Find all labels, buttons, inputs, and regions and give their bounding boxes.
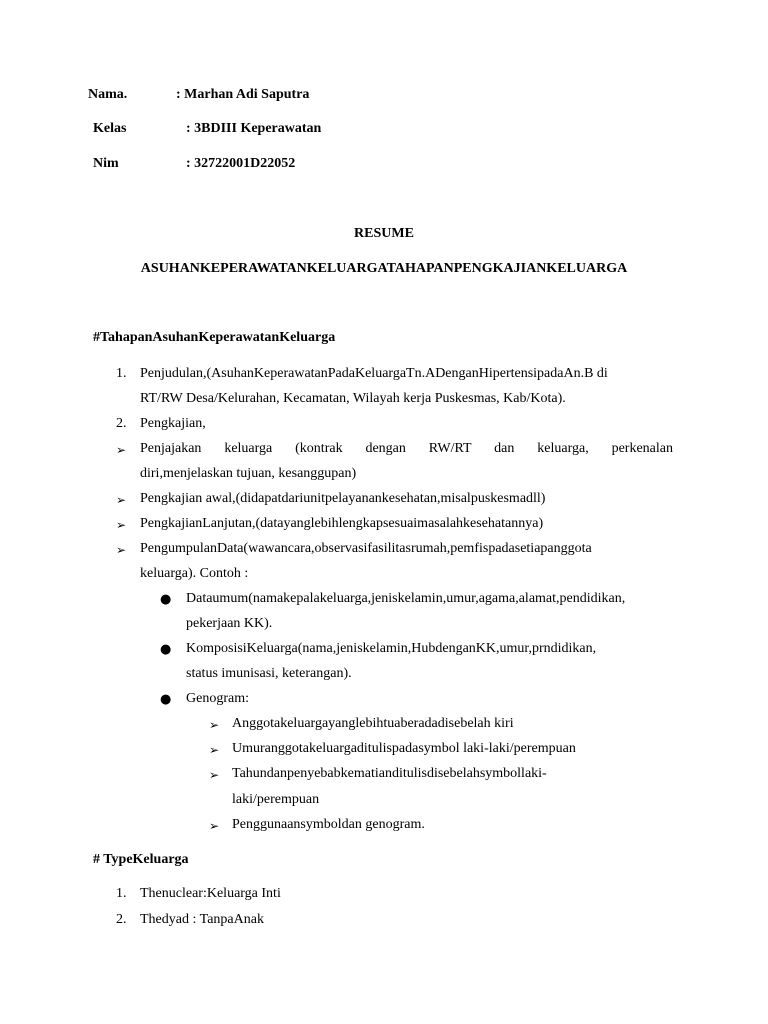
list-item-text: Dataumum(namakepalakeluarga,jeniskelamin,umur,agama,alamat,pendidikan, (186, 591, 626, 606)
dot-bullet-icon: ● (160, 642, 172, 657)
list-item-text-cont: status imunisasi, keterangan). (186, 666, 352, 681)
arrow-bullet-icon: ➢ (116, 518, 127, 532)
section-heading-tahapan: #TahapanAsuhanKeperawatanKeluarga (93, 330, 336, 345)
arrow-bullet-icon: ➢ (209, 743, 220, 757)
list-number: 1. (116, 886, 127, 901)
dot-bullet-icon: ● (160, 692, 172, 707)
document-subtitle: ASUHANKEPERAWATANKELUARGATAHAPANPENGKAJIANKELUARGA (140, 261, 628, 276)
list-item-text-cont: keluarga). Contoh : (140, 566, 249, 581)
document-title: RESUME (354, 226, 414, 241)
list-item-text: Tahundanpenyebabkematianditulisdisebelahsymbollaki- (232, 766, 547, 781)
arrow-bullet-icon: ➢ (116, 543, 127, 557)
list-item-text: Umuranggotakeluargaditulispadasymbol laki-laki/perempuan (232, 741, 576, 756)
list-item-text: Anggotakeluargayanglebihtuaberadadisebelah kiri (232, 716, 514, 731)
list-item-text: Pengkajian, (140, 416, 206, 431)
list-item-text: Genogram: (186, 691, 249, 706)
list-item-text: PengumpulanData(wawancara,observasifasilitasrumah,pemfispadasetiapanggota (140, 541, 592, 556)
list-item-text-cont: laki/perempuan (232, 792, 320, 807)
arrow-bullet-icon: ➢ (116, 443, 127, 457)
nim-label: Nim (93, 156, 119, 171)
list-item-text-cont: diri,menjelaskan tujuan, kesanggupan) (140, 466, 357, 481)
list-item-text-cont: pekerjaan KK). (186, 616, 273, 631)
list-number: 2. (116, 416, 127, 431)
list-item-text: Penjudulan,(AsuhanKeperawatanPadaKeluargaTn.ADenganHipertensipadaAn.B di (140, 366, 608, 381)
nama-value: : Marhan Adi Saputra (176, 87, 310, 102)
arrow-bullet-icon: ➢ (209, 768, 220, 782)
arrow-bullet-icon: ➢ (209, 718, 220, 732)
list-item-text: Pengkajian awal,(didapatdariunitpelayanankesehatan,misalpuskesmadll) (140, 491, 546, 506)
kelas-label: Kelas (93, 121, 127, 136)
list-item-text: Penjajakan keluarga (kontrak dengan RW/RT dan keluarga, perkenalan (140, 441, 673, 456)
dot-bullet-icon: ● (160, 592, 172, 607)
list-item-text: PengkajianLanjutan,(datayanglebihlengkapsesuaimasalahkesehatannya) (140, 516, 544, 531)
section-heading-type: # TypeKeluarga (93, 852, 189, 867)
list-item-text: KomposisiKeluarga(nama,jeniskelamin,HubdenganKK,umur,prndidikan, (186, 641, 597, 656)
nim-value: : 32722001D22052 (186, 156, 296, 171)
list-number: 1. (116, 366, 127, 381)
nama-label: Nama. (88, 87, 128, 102)
list-item-text: Thenuclear:Keluarga Inti (140, 886, 281, 901)
list-number: 2. (116, 912, 127, 927)
list-item-text-cont: RT/RW Desa/Kelurahan, Kecamatan, Wilayah kerja Puskesmas, Kab/Kota). (140, 391, 566, 406)
arrow-bullet-icon: ➢ (116, 493, 127, 507)
arrow-bullet-icon: ➢ (209, 819, 220, 833)
list-item-text: Penggunaansymboldan genogram. (232, 817, 425, 832)
list-item-text: Thedyad : TanpaAnak (140, 912, 264, 927)
kelas-value: : 3BDIII Keperawatan (186, 121, 322, 136)
